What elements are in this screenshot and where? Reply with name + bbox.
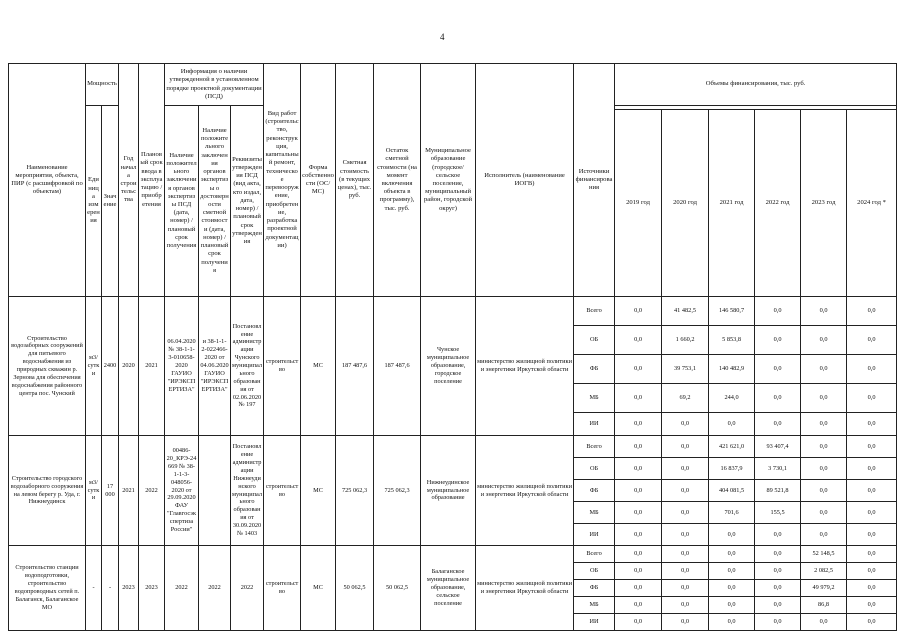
object-ownership: МС: [301, 297, 336, 436]
funding-value: 0,0: [801, 326, 847, 355]
funding-value: 0,0: [847, 502, 897, 524]
funding-value: 0,0: [801, 480, 847, 502]
funding-value: 0,0: [755, 326, 801, 355]
object-name: Строительство городского водозаборного сооружения на левом берегу р. Уда, г. Нижнеудинск: [9, 436, 86, 546]
funding-value: 0,0: [709, 546, 755, 563]
funding-value: 2 082,5: [801, 563, 847, 580]
funding-source: ОБ: [574, 563, 615, 580]
funding-source: ИИ: [574, 413, 615, 436]
funding-value: 0,0: [662, 546, 709, 563]
object-start-year: 2021: [119, 436, 139, 546]
funding-value: 0,0: [801, 384, 847, 413]
object-plan-year: 2023: [139, 546, 165, 631]
funding-value: 0,0: [709, 563, 755, 580]
funding-value: 3 730,1: [755, 458, 801, 480]
object-executor: министерство жилищной политики и энергетики Иркутской области: [476, 297, 574, 436]
object-ownership: МС: [301, 546, 336, 631]
funding-value: 0,0: [662, 480, 709, 502]
funding-value: 0,0: [847, 614, 897, 631]
funding-source: ИИ: [574, 524, 615, 546]
funding-value: 0,0: [847, 297, 897, 326]
object-doc-approval: Постановление администрации Нижнеудинского муниципального образования от 30.09.2020 № 1403: [231, 436, 264, 546]
object-work-type: строительство: [264, 436, 301, 546]
funding-value: 404 081,5: [709, 480, 755, 502]
funding-value: 0,0: [709, 524, 755, 546]
object-unit: -: [86, 546, 102, 631]
funding-value: 0,0: [662, 413, 709, 436]
funding-value: 0,0: [847, 436, 897, 458]
funding-value: 41 482,5: [662, 297, 709, 326]
funding-value: 0,0: [801, 413, 847, 436]
object-unit: м3/сутки: [86, 436, 102, 546]
funding-value: 0,0: [755, 614, 801, 631]
object-start-year: 2023: [119, 546, 139, 631]
funding-value: 39 753,1: [662, 355, 709, 384]
funding-value: 0,0: [615, 524, 662, 546]
object-municipality: Чунское муниципальное образование, городское поселение: [421, 297, 476, 436]
object-est-cost: 187 487,6: [336, 297, 374, 436]
funding-value: 0,0: [662, 563, 709, 580]
object-value: 2400: [102, 297, 119, 436]
funding-value: 1 660,2: [662, 326, 709, 355]
header-sources: Источники финансирования: [574, 64, 615, 297]
funding-value: 0,0: [847, 480, 897, 502]
header-ownership: Форма собственности (ОС/МС): [301, 64, 336, 297]
funding-source: Всего: [574, 436, 615, 458]
funding-source: ИИ: [574, 614, 615, 631]
header-year-2020: 2020 год: [662, 110, 709, 297]
object-est-cost: 50 062,5: [336, 546, 374, 631]
investment-table: [8, 63, 897, 631]
funding-value: 0,0: [615, 384, 662, 413]
object-municipality: Нижнеудинское муниципальное образование: [421, 436, 476, 546]
object-plan-year: 2021: [139, 297, 165, 436]
funding-value: 0,0: [801, 436, 847, 458]
funding-source: ФБ: [574, 580, 615, 597]
object-doc-approval: Постановление администрации Чунского муниципального образования от 02.06.2020 № 197: [231, 297, 264, 436]
funding-value: 0,0: [801, 458, 847, 480]
header-plan-year: Плановый срок ввода в эксплуатацию / приобретения: [139, 64, 165, 297]
funding-value: 0,0: [662, 597, 709, 614]
funding-value: 0,0: [615, 580, 662, 597]
header-docs: Информация о наличии утвержденной в установленном порядке проектной документации (ПСД): [165, 64, 264, 106]
header-docs-approval: Реквизиты утверждения ПСД (вид акта, кто издал, дата, номер) / плановый срок утверждения: [231, 106, 264, 297]
funding-value: 0,0: [801, 297, 847, 326]
funding-value: 0,0: [615, 614, 662, 631]
funding-value: 93 407,4: [755, 436, 801, 458]
table-body: [9, 297, 897, 631]
funding-value: 0,0: [801, 355, 847, 384]
funding-source: Всего: [574, 297, 615, 326]
object-doc-cost-check: [199, 436, 231, 546]
header-year-2019: 2019 год: [615, 110, 662, 297]
header-year-2023: 2023 год: [801, 110, 847, 297]
funding-source: ОБ: [574, 458, 615, 480]
funding-value: 0,0: [847, 597, 897, 614]
header-name: Наименование мероприятия, объекта, ПИР (с расшифровкой по объектам): [9, 64, 86, 297]
funding-value: 0,0: [615, 563, 662, 580]
funding-value: 86,8: [801, 597, 847, 614]
funding-value: 0,0: [615, 413, 662, 436]
funding-value: 0,0: [615, 546, 662, 563]
header-year-2022: 2022 год: [755, 110, 801, 297]
object-municipality: Балаганское муниципальное образование, сельское поселение: [421, 546, 476, 631]
header-docs-cost-check: Наличие положительного заключения органов экспертизы о достоверности сметной стоимости (дата, номер) / плановый срок получения: [199, 106, 231, 297]
funding-value: 0,0: [801, 502, 847, 524]
object-work-type: строительство: [264, 546, 301, 631]
table-row: [9, 297, 897, 326]
funding-value: 0,0: [755, 563, 801, 580]
header-start-year: Год начала строительства: [119, 64, 139, 297]
object-doc-expertise: 00486-20_КРЭ-24669 № 38-1-1-3-048056-2020 от 29.09.2020 ФАУ "Главгосэкспертиза России": [165, 436, 199, 546]
funding-value: 0,0: [709, 614, 755, 631]
header-municipality: Муниципальное образование (городское/сельское поселение, муниципальный район, городской округ): [421, 64, 476, 297]
funding-value: 0,0: [847, 563, 897, 580]
funding-value: 0,0: [615, 355, 662, 384]
funding-value: 0,0: [801, 524, 847, 546]
header-year-2021: 2021 год: [709, 110, 755, 297]
funding-value: 0,0: [801, 614, 847, 631]
object-est-cost: 725 062,3: [336, 436, 374, 546]
object-rem-cost: 187 487,6: [374, 297, 421, 436]
funding-value: 244,0: [709, 384, 755, 413]
funding-source: ФБ: [574, 355, 615, 384]
funding-value: 0,0: [755, 546, 801, 563]
funding-source: ОБ: [574, 326, 615, 355]
page-number: 4: [440, 32, 445, 42]
funding-value: 0,0: [847, 384, 897, 413]
object-executor: министерство жилищной политики и энергетики Иркутской области: [476, 436, 574, 546]
funding-value: 16 837,9: [709, 458, 755, 480]
object-doc-expertise: 06.04.2020 № 38-1-1-3-010658-2020 ГАУИО "ИРЭКСПЕРТИЗА": [165, 297, 199, 436]
header-funding: Объемы финансирования, тыс. руб.: [615, 64, 897, 106]
object-plan-year: 2022: [139, 436, 165, 546]
funding-value: 89 521,8: [755, 480, 801, 502]
funding-value: 52 148,5: [801, 546, 847, 563]
funding-source: МБ: [574, 502, 615, 524]
funding-value: 69,2: [662, 384, 709, 413]
object-name: Строительство водозаборных сооружений для питьевого водоснабжения из природных скважин р. Зернова для обеспечения водоснабжения районного центра пос. Чунский: [9, 297, 86, 436]
funding-value: 146 580,7: [709, 297, 755, 326]
object-name: Строительство станции водоподготовки, строительство водопроводных сетей п. Балаганск, Балаганское МО: [9, 546, 86, 631]
funding-value: 140 482,9: [709, 355, 755, 384]
funding-value: 0,0: [615, 597, 662, 614]
funding-value: 0,0: [755, 580, 801, 597]
funding-value: 0,0: [615, 326, 662, 355]
funding-value: 5 853,8: [709, 326, 755, 355]
funding-value: 0,0: [847, 413, 897, 436]
object-doc-expertise: 2022: [165, 546, 199, 631]
funding-value: 0,0: [615, 297, 662, 326]
funding-source: ФБ: [574, 480, 615, 502]
funding-value: 0,0: [615, 480, 662, 502]
funding-value: 0,0: [662, 436, 709, 458]
funding-value: 0,0: [847, 458, 897, 480]
header-year-2024: 2024 год *: [847, 110, 897, 297]
header-rem-cost: Остаток сметной стоимости (на момент включения объекта в программу), тыс. руб.: [374, 64, 421, 297]
object-work-type: строительство: [264, 297, 301, 436]
funding-value: 0,0: [755, 355, 801, 384]
funding-value: 0,0: [662, 458, 709, 480]
table-row: [9, 436, 897, 458]
funding-value: 0,0: [755, 384, 801, 413]
funding-value: 0,0: [709, 597, 755, 614]
funding-value: 0,0: [847, 546, 897, 563]
funding-value: 701,6: [709, 502, 755, 524]
header-value: Значение: [102, 106, 119, 297]
header-row-1: [9, 64, 897, 106]
funding-value: 0,0: [709, 413, 755, 436]
object-value: 17 000: [102, 436, 119, 546]
funding-value: 0,0: [662, 524, 709, 546]
funding-value: 0,0: [847, 355, 897, 384]
object-ownership: МС: [301, 436, 336, 546]
object-unit: м3/сутки: [86, 297, 102, 436]
funding-value: 0,0: [662, 614, 709, 631]
funding-value: 0,0: [709, 580, 755, 597]
funding-value: 0,0: [847, 580, 897, 597]
funding-value: 421 621,0: [709, 436, 755, 458]
funding-value: 0,0: [615, 458, 662, 480]
header-est-cost: Сметная стоимость (в текущих ценах), тыс. руб.: [336, 64, 374, 297]
funding-value: 0,0: [847, 326, 897, 355]
object-value: -: [102, 546, 119, 631]
funding-value: 0,0: [755, 413, 801, 436]
object-doc-cost-check: и 38-1-1-2-022466-2020 от 04.06.2020 ГАУИО "ИРЭКСПЕРТИЗА": [199, 297, 231, 436]
object-doc-cost-check: 2022: [199, 546, 231, 631]
object-executor: министерство жилищной политики и энергетики Иркутской области: [476, 546, 574, 631]
funding-source: Всего: [574, 546, 615, 563]
funding-source: МБ: [574, 384, 615, 413]
funding-value: 0,0: [847, 524, 897, 546]
object-rem-cost: 725 062,3: [374, 436, 421, 546]
funding-value: 155,5: [755, 502, 801, 524]
funding-value: 0,0: [755, 597, 801, 614]
header-executor: Исполнитель (наименование ИОГВ): [476, 64, 574, 297]
funding-value: 0,0: [755, 297, 801, 326]
funding-source: МБ: [574, 597, 615, 614]
funding-value: 0,0: [615, 436, 662, 458]
header-unit: Единица измерения: [86, 106, 102, 297]
funding-value: 0,0: [755, 524, 801, 546]
funding-value: 0,0: [662, 580, 709, 597]
object-start-year: 2020: [119, 297, 139, 436]
header-work-type: Вид работ (строительство, реконструкция, капитальный ремонт, техническое перевооружение, приобретение, разработка проектной документации): [264, 64, 301, 297]
funding-value: 0,0: [662, 502, 709, 524]
header-capacity: Мощность: [86, 64, 119, 106]
object-rem-cost: 50 062,5: [374, 546, 421, 631]
object-doc-approval: 2022: [231, 546, 264, 631]
table-row: [9, 546, 897, 563]
header-docs-expertise: Наличие положительного заключения органов экспертизы ПСД (дата, номер) / плановый срок получения: [165, 106, 199, 297]
funding-value: 49 979,2: [801, 580, 847, 597]
funding-value: 0,0: [615, 502, 662, 524]
